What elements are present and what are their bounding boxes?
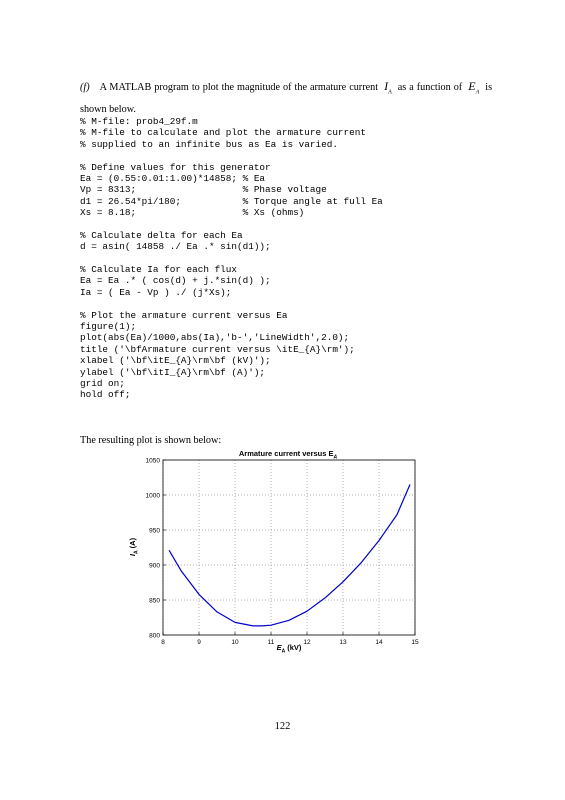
code-line: Ea = Ea .* ( cos(d) + j.*sin(d) );: [80, 275, 271, 287]
x-tick-label: 12: [303, 639, 311, 646]
code-line: % Plot the armature current versus Ea: [80, 309, 288, 321]
x-tick-label: 10: [231, 639, 239, 646]
y-tick-label: 850: [149, 597, 160, 605]
page-number: 122: [274, 721, 291, 732]
intro-text-middle: as a function of: [397, 82, 463, 93]
code-line: ylabel ('\bf\itI_{A}\rm\bf (A)');: [80, 366, 266, 378]
code-line: % supplied to an infinite bus as Ea is varied.: [80, 138, 338, 150]
plot-area: [163, 460, 415, 635]
part-label: (f): [80, 82, 90, 93]
code-line: Xs = 8.18; % Xs (ohms): [80, 207, 305, 219]
code-line: xlabel ('\bf\itE_{A}\rm\bf (kV)');: [80, 355, 271, 367]
code-line: Ea = (0.55:0.01:1.00)*14858; % Ea: [80, 172, 266, 184]
intro-text-before: A MATLAB program to plot the magnitude of the armature current: [99, 82, 379, 93]
y-tick-label: 1000: [145, 492, 160, 500]
x-tick-label: 8: [161, 639, 165, 646]
x-axis-label: $E_A$ (kV): [276, 643, 302, 655]
code-line: plot(abs(Ea)/1000,abs(Ia),'b-','LineWidth',2.0);: [80, 332, 350, 344]
y-tick-label: 800: [149, 632, 160, 640]
code-line: % M-file to calculate and plot the armature current: [80, 127, 366, 139]
x-tick-label: 14: [375, 639, 383, 646]
code-line: % Calculate Ia for each flux: [80, 264, 238, 276]
y-axis-label: $I_A(A)$: [128, 537, 140, 557]
result-text: The resulting plot is shown below:: [80, 435, 222, 446]
code-line: % M-file: prob4_29f.m: [80, 116, 198, 127]
code-line: d = asin( 14858 ./ Ea .* sin(d1));: [80, 241, 271, 253]
y-tick-label: 950: [149, 527, 160, 535]
code-line: Vp = 8313; % Phase voltage: [80, 184, 327, 196]
y-tick-label: 1050: [145, 457, 160, 465]
code-line: % Define values for this generator: [80, 161, 271, 173]
code-line: hold off;: [80, 389, 131, 401]
symbol-ia: $I_A$: [384, 79, 392, 96]
x-tick-label: 13: [339, 639, 347, 646]
symbol-ea: $E_A$: [468, 79, 480, 96]
intro-text-after: is shown below.: [80, 82, 493, 116]
code-line: Ia = ( Ea - Vp ) ./ (j*Xs);: [80, 286, 232, 298]
x-tick-label: 15: [411, 639, 419, 646]
code-line: title ('\bfArmature current versus \itE_{A}\rm');: [80, 343, 355, 355]
x-tick-label: 9: [197, 639, 201, 646]
code-line: % Calculate delta for each Ea: [80, 229, 243, 241]
y-tick-label: 900: [149, 562, 160, 570]
chart-title: Armature current versus $E_A$: [238, 449, 338, 461]
code-line: grid on;: [80, 377, 125, 389]
code-line: figure(1);: [80, 321, 137, 333]
code-line: d1 = 26.54*pi/180; % Torque angle at full Ea: [80, 195, 383, 207]
x-tick-label: 11: [267, 639, 275, 646]
